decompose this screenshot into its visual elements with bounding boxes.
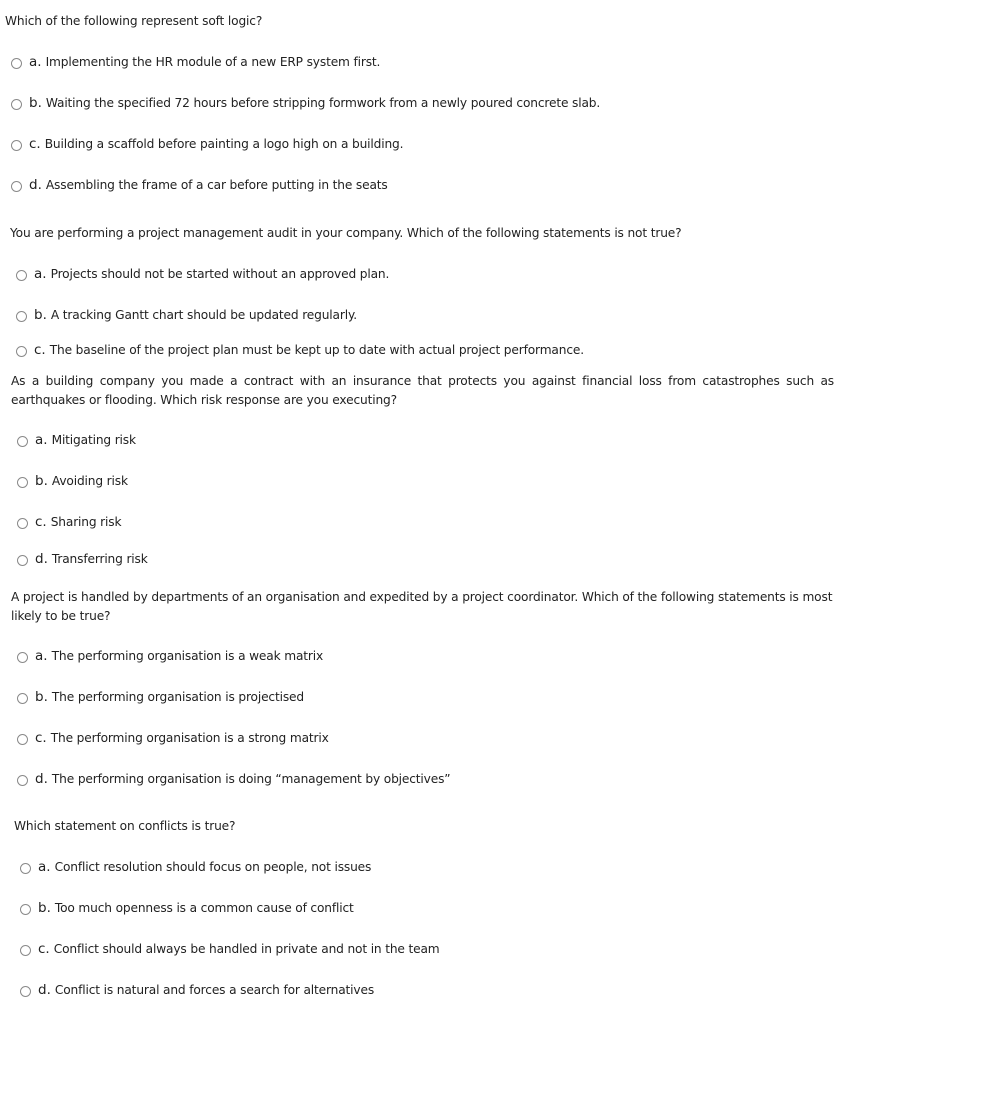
option-letter: d. xyxy=(38,981,51,998)
radio-button[interactable] xyxy=(16,346,27,357)
option-d[interactable] xyxy=(14,969,844,1010)
radio-button[interactable] xyxy=(11,99,22,110)
option-text: A tracking Gantt chart should be updated regularly. xyxy=(50,307,358,322)
option-a[interactable] xyxy=(10,253,840,294)
option-text: The performing organisation is a strong matrix xyxy=(50,730,329,745)
option-b[interactable] xyxy=(5,82,835,123)
radio-button[interactable] xyxy=(17,693,28,704)
option-letter: b. xyxy=(35,688,48,705)
option-text: Conflict resolution should focus on people, not issues xyxy=(54,859,372,874)
option-letter: c. xyxy=(35,729,47,746)
option-text: Building a scaffold before painting a logo high on a building. xyxy=(44,136,404,151)
option-d[interactable] xyxy=(5,164,835,205)
radio-button[interactable] xyxy=(17,734,28,745)
radio-button[interactable] xyxy=(17,518,28,529)
radio-button[interactable] xyxy=(16,311,27,322)
question-4 xyxy=(11,588,841,799)
option-text: Implementing the HR module of a new ERP system first. xyxy=(45,54,381,69)
option-text: Projects should not be started without an approved plan. xyxy=(50,266,390,281)
option-text: Too much openness is a common cause of conflict xyxy=(54,900,354,915)
option-c[interactable] xyxy=(10,335,840,365)
radio-button[interactable] xyxy=(17,555,28,566)
option-d[interactable] xyxy=(11,542,834,576)
radio-button[interactable] xyxy=(17,436,28,447)
option-text: Conflict is natural and forces a search for alternatives xyxy=(54,982,375,997)
option-text: Avoiding risk xyxy=(51,473,128,488)
option-letter: c. xyxy=(29,135,41,152)
radio-button[interactable] xyxy=(20,863,31,874)
option-letter: d. xyxy=(29,176,42,193)
option-letter: b. xyxy=(38,899,51,916)
option-letter: c. xyxy=(34,342,46,358)
option-letter: a. xyxy=(38,858,51,875)
option-text: Assembling the frame of a car before putting in the seats xyxy=(45,177,388,192)
option-letter: b. xyxy=(29,94,42,111)
question-stem: As a building company you made a contract with an insurance that protects you against financial loss from catastrophes such as earthquakes or flooding. Which risk response are you executing? xyxy=(11,374,834,407)
question-2 xyxy=(10,224,840,365)
radio-button[interactable] xyxy=(20,945,31,956)
option-a[interactable] xyxy=(14,846,844,887)
option-letter: a. xyxy=(35,431,48,448)
option-c[interactable] xyxy=(11,501,834,542)
radio-button[interactable] xyxy=(17,775,28,786)
question-stem: A project is handled by departments of an organisation and expedited by a project coordinator. Which of the following statements is most likely to be true? xyxy=(11,590,833,623)
option-letter: c. xyxy=(35,513,47,530)
option-letter: b. xyxy=(35,472,48,489)
radio-button[interactable] xyxy=(20,904,31,915)
option-letter: d. xyxy=(35,770,48,787)
option-letter: c. xyxy=(38,940,50,957)
radio-button[interactable] xyxy=(11,140,22,151)
question-stem: Which of the following represent soft logic? xyxy=(5,14,263,28)
question-5 xyxy=(14,817,844,1010)
radio-button[interactable] xyxy=(11,181,22,192)
radio-button[interactable] xyxy=(17,652,28,663)
option-letter: a. xyxy=(34,265,47,282)
option-text: Mitigating risk xyxy=(51,432,136,447)
question-stem: Which statement on conflicts is true? xyxy=(14,819,236,833)
question-1 xyxy=(5,12,835,205)
option-c[interactable] xyxy=(14,928,844,969)
option-letter: a. xyxy=(29,53,42,70)
radio-button[interactable] xyxy=(20,986,31,997)
option-text: Waiting the specified 72 hours before stripping formwork from a newly poured concrete slab. xyxy=(45,95,601,110)
option-text: Transferring risk xyxy=(51,552,148,566)
option-text: Conflict should always be handled in private and not in the team xyxy=(53,941,440,956)
option-text: The performing organisation is doing “management by objectives” xyxy=(51,771,451,786)
option-b[interactable] xyxy=(11,460,834,501)
option-b[interactable] xyxy=(14,887,844,928)
option-c[interactable] xyxy=(11,717,841,758)
option-b[interactable] xyxy=(11,676,841,717)
radio-button[interactable] xyxy=(11,58,22,69)
option-letter: b. xyxy=(34,306,47,323)
option-c[interactable] xyxy=(5,123,835,164)
option-text: Sharing risk xyxy=(50,514,122,529)
radio-button[interactable] xyxy=(16,270,27,281)
option-a[interactable] xyxy=(11,419,834,460)
option-letter: a. xyxy=(35,647,48,664)
question-3 xyxy=(11,372,834,576)
option-a[interactable] xyxy=(5,41,835,82)
question-stem: You are performing a project management audit in your company. Which of the following statements is not true? xyxy=(10,226,682,240)
radio-button[interactable] xyxy=(17,477,28,488)
option-d[interactable] xyxy=(11,758,841,799)
option-text: The performing organisation is projectised xyxy=(51,689,304,704)
option-a[interactable] xyxy=(11,635,841,676)
option-letter: d. xyxy=(35,551,48,567)
option-text: The baseline of the project plan must be kept up to date with actual project performance. xyxy=(49,343,584,357)
option-b[interactable] xyxy=(10,294,840,335)
option-text: The performing organisation is a weak matrix xyxy=(51,648,324,663)
